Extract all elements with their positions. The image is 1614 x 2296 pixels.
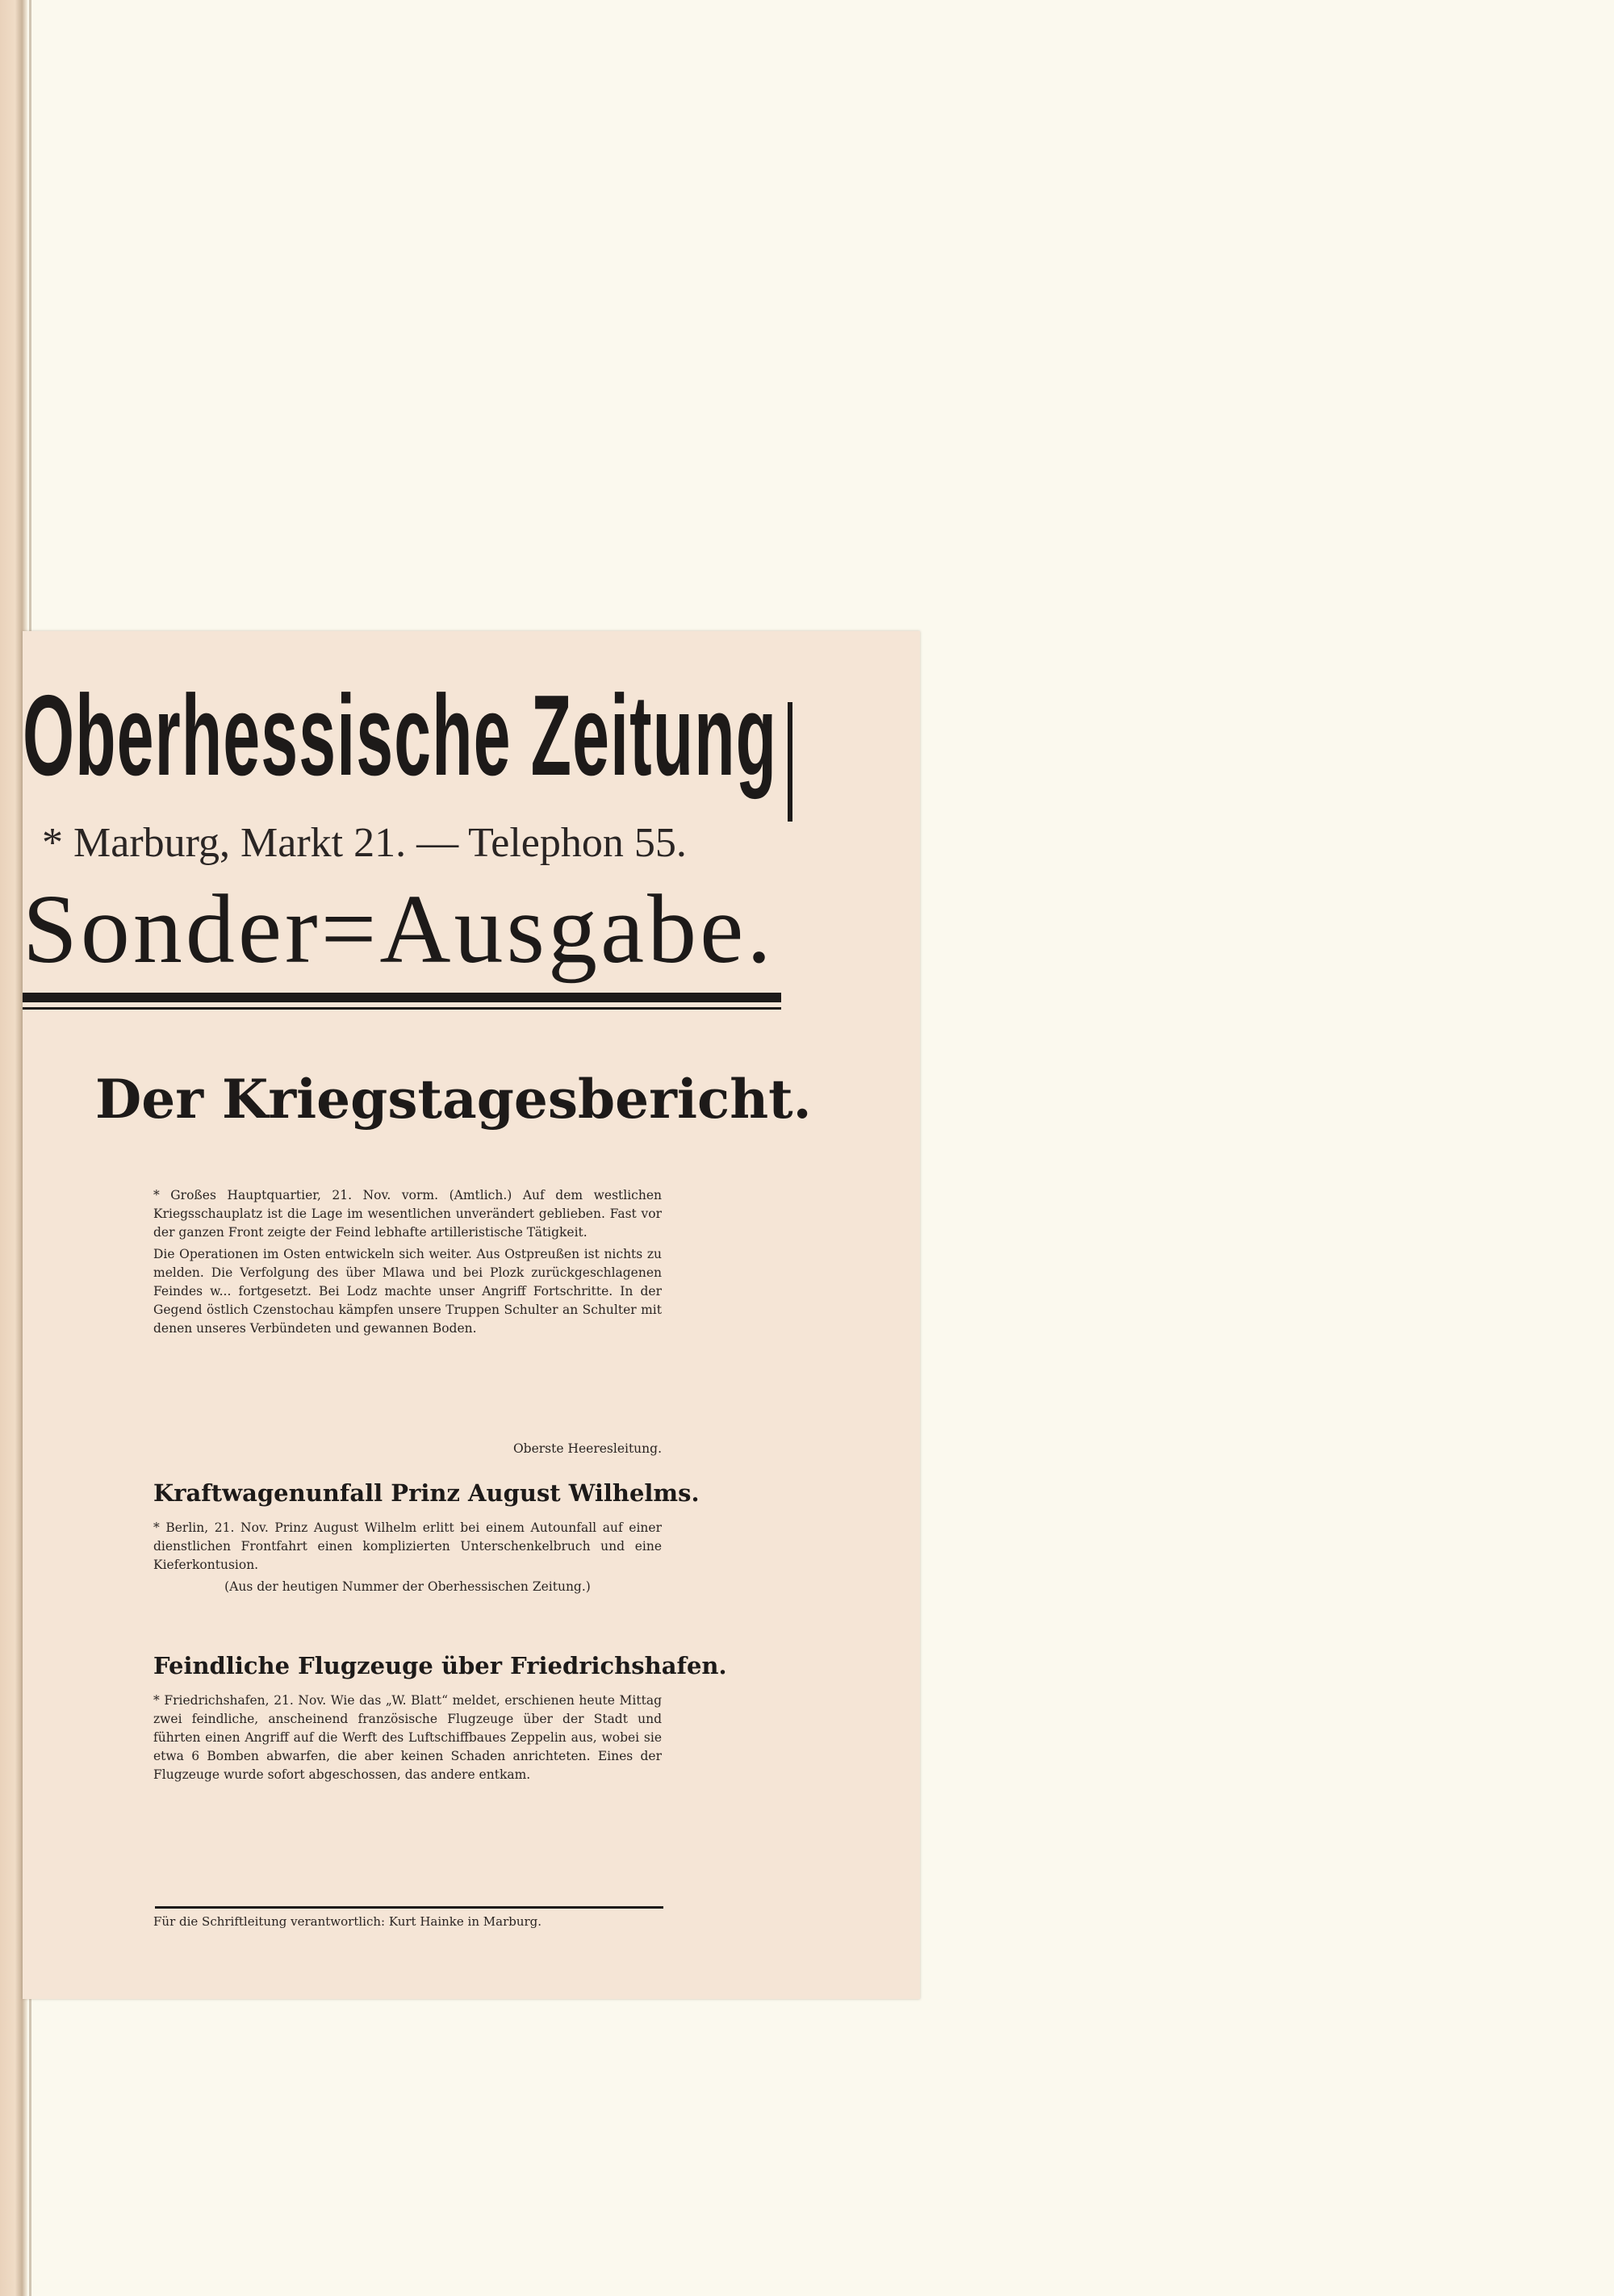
section3-body [153, 1692, 662, 1788]
article-paragraph-2: Die Operationen im Osten entwickeln sich weiter. Aus Ostpreußen ist nichts zu melden. Die Verfolgung des über Mlawa und bei Plozk zurückgeschlagenen Feindes w... fortgesetzt. Bei Lodz machte unser Angriff Fortschritte. In der Gegend östlich Czenstochau kämpfen unsere Truppen Schulter an Schulter mit denen unseres Verbündeten und gewannen Boden. [153, 1247, 662, 1336]
section2-source: (Aus der heutigen Nummer der Oberhessischen Zeitung.) [224, 1579, 591, 1594]
newspaper-title: Oberhessische Zeitung [23, 671, 778, 800]
article-body [153, 1186, 662, 1341]
article-paragraph-1: * Großes Hauptquartier, 21. Nov. vorm. (Amtlich.) Auf dem westlichen Kriegsschauplatz ist die Lage im wesentlichen unverändert geblieben. Fast vor der ganzen Front zeigte der Feind lebhafte artilleristische Tätigkeit. [153, 1188, 662, 1240]
masthead-rule-thin [23, 1007, 781, 1010]
newspaper-clipping [23, 631, 920, 1999]
edition-title: Sonder=Ausgabe. [23, 875, 775, 984]
footer-rule [155, 1906, 663, 1909]
section3-headline: Feindliche Flugzeuge über Friedrichshafen. [153, 1652, 727, 1679]
section2-headline: Kraftwagenunfall Prinz August Wilhelms. [153, 1479, 700, 1507]
article-headline: Der Kriegstagesbericht. [95, 1068, 812, 1131]
article-signature: Oberste Heeresleitung. [512, 1441, 662, 1456]
section2-body [153, 1519, 662, 1600]
address-line: * Marburg, Markt 21. — Telephon 55. [42, 820, 687, 866]
masthead-rule-thick [23, 993, 781, 1002]
footer-responsible: Für die Schriftleitung verantwortlich: Kurt Hainke in Marburg. [153, 1914, 542, 1929]
section2-paragraph: * Berlin, 21. Nov. Prinz August Wilhelm erlitt bei einem Autounfall auf einer dienstlichen Frontfahrt einen komplizierten Unterschenkelbruch und eine Kieferkontusion. [153, 1520, 662, 1572]
masthead-edge-rule [788, 702, 792, 822]
section3-paragraph: * Friedrichshafen, 21. Nov. Wie das „W. Blatt“ meldet, erschienen heute Mittag zwei feindliche, anscheinend französische Flugzeuge über der Stadt und führten einen Angriff auf die Werft des Luftschiffbaues Zeppelin aus, wobei sie etwa 6 Bomben abwarfen, die aber keinen Schaden anrichteten. Eines der Flugzeuge wurde sofort abgeschossen, das andere entkam. [153, 1693, 662, 1782]
